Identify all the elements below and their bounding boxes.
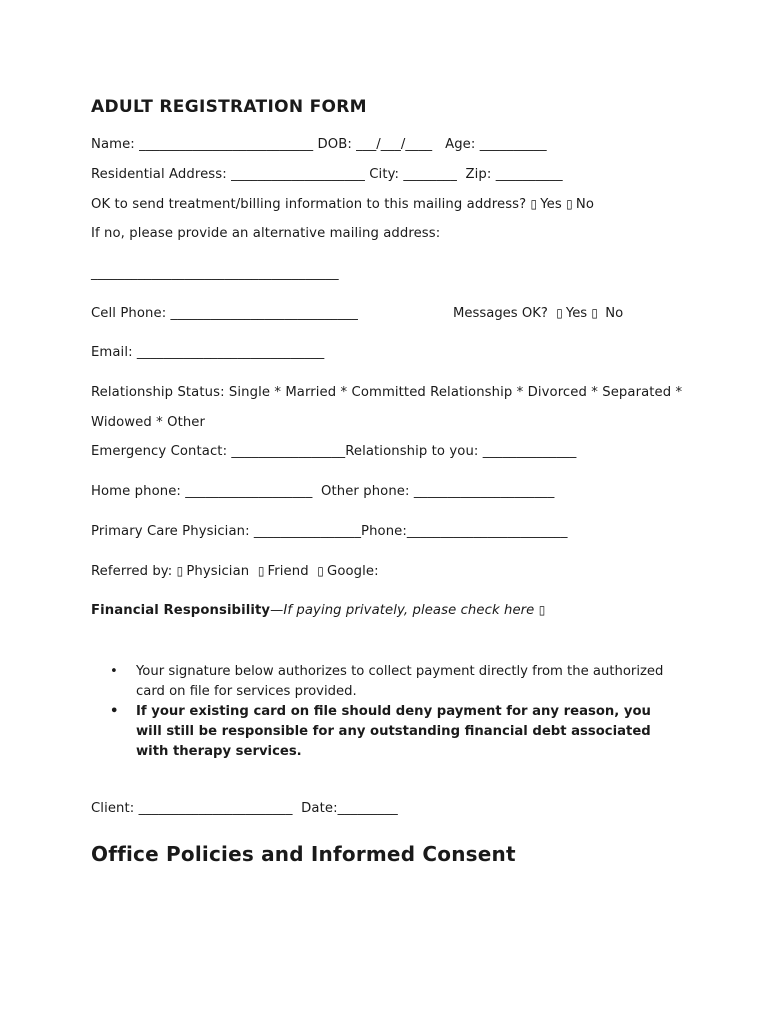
- alt-mail-prompt: If no, please provide an alternative mailing address:: [91, 226, 441, 241]
- email-line[interactable]: Email: ____________________________: [91, 345, 325, 360]
- referred-friend-label: Friend: [267, 564, 309, 579]
- financial-dash: —: [270, 603, 284, 618]
- bullet-text: Your signature below authorizes to collect payment directly from the authorized card on file for services provided.: [136, 664, 664, 699]
- checkbox-icon[interactable]: ▯: [556, 306, 563, 320]
- ok-mail-question: OK to send treatment/billing information to this mailing address?: [91, 197, 531, 212]
- checkbox-icon[interactable]: ▯: [317, 564, 324, 578]
- relationship-status-line2: Widowed * Other: [91, 415, 206, 430]
- address-line[interactable]: Residential Address: ____________________ City: ________ Zip: __________: [91, 167, 563, 182]
- checkbox-icon[interactable]: ▯: [257, 564, 265, 578]
- checkbox-icon[interactable]: ▯: [566, 197, 573, 211]
- physician-line[interactable]: Primary Care Physician: ________________Phone:________________________: [91, 524, 568, 539]
- form-title: ADULT REGISTRATION FORM: [91, 97, 367, 117]
- ok-mail-yes-label: Yes: [540, 197, 562, 212]
- referred-by-label: Referred by:: [91, 564, 177, 579]
- section-title: Office Policies and Informed Consent: [91, 842, 516, 866]
- messages-no-label: No: [605, 306, 624, 321]
- name-dob-age-line[interactable]: Name: __________________________ DOB: ___/___/____ Age: __________: [91, 137, 547, 152]
- client-date-line[interactable]: Client: _______________________ Date:_________: [91, 801, 398, 816]
- checkbox-icon[interactable]: ▯: [591, 306, 598, 320]
- financial-responsibility-row: [91, 603, 548, 618]
- alt-mail-blank[interactable]: _____________________________________: [91, 266, 339, 281]
- emergency-contact-line[interactable]: Emergency Contact: _________________Relationship to you: ______________: [91, 444, 577, 459]
- ok-mail-no-label: No: [575, 197, 595, 212]
- checkbox-icon[interactable]: ▯: [530, 197, 538, 211]
- cell-phone-line[interactable]: Cell Phone: ____________________________: [91, 306, 358, 321]
- bullet-icon: •: [110, 664, 118, 679]
- checkbox-icon[interactable]: ▯: [538, 603, 546, 617]
- payment-terms-list: [110, 662, 680, 762]
- messages-ok-row: [453, 306, 623, 321]
- referred-physician-label: Physician: [186, 564, 250, 579]
- checkbox-icon[interactable]: ▯: [176, 564, 184, 578]
- referred-google-label: Google:: [327, 564, 379, 579]
- bullet-icon: •: [110, 704, 119, 719]
- list-item: [110, 702, 680, 762]
- relationship-status-line1: Relationship Status: Single * Married * Committed Relationship * Divorced * Separated *: [91, 385, 683, 400]
- financial-label: Financial Responsibility: [91, 603, 271, 618]
- messages-yes-label: Yes: [565, 306, 588, 321]
- ok-mail-row: [91, 197, 594, 212]
- bullet-text: If your existing card on file should deny payment for any reason, you will still be responsible for any outstanding financial debt associated with therapy services.: [136, 704, 651, 759]
- financial-private-note: If paying privately, please check here: [283, 603, 535, 618]
- referred-by-row: [91, 564, 379, 579]
- messages-ok-label: Messages OK?: [453, 306, 557, 321]
- phones-line[interactable]: Home phone: ___________________ Other phone: _____________________: [91, 484, 555, 499]
- list-item: [110, 662, 680, 702]
